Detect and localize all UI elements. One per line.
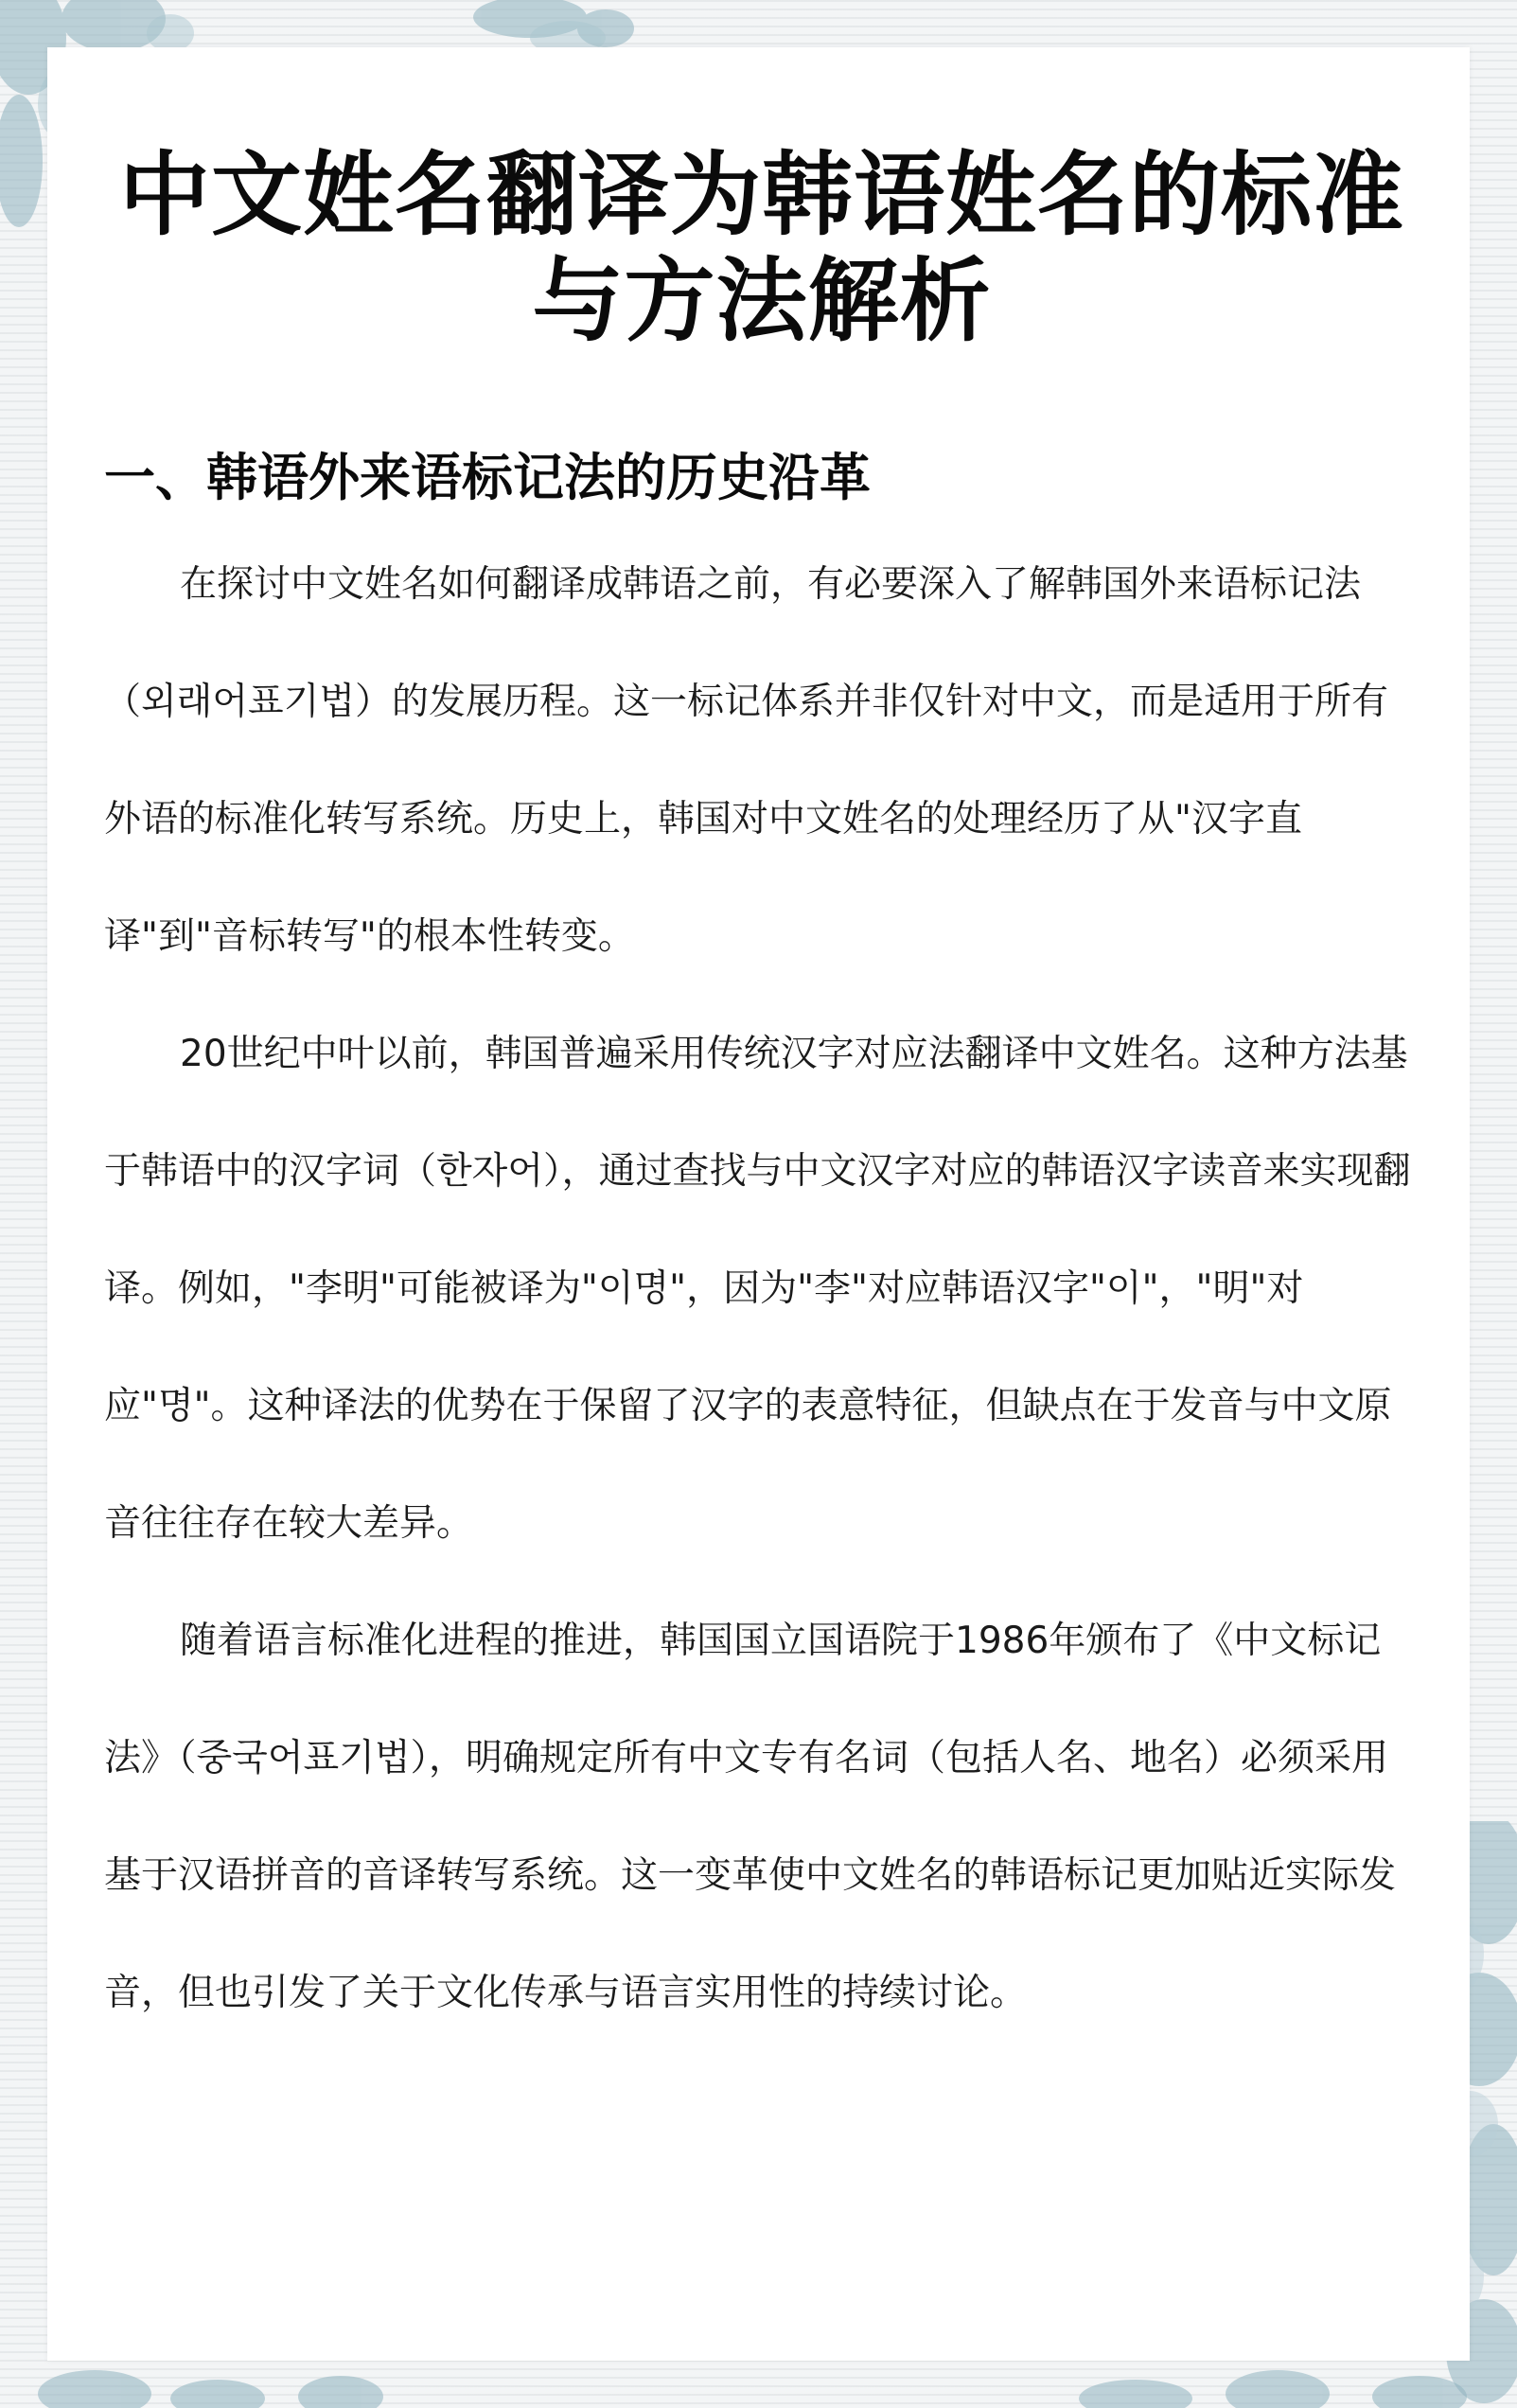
- document-content: [104, 142, 1420, 2052]
- document-title: 中文姓名翻译为韩语姓名的标准与方法解析: [119, 142, 1404, 354]
- paragraph-2: 20世纪中叶以前，韩国普遍采用传统汉字对应法翻译中文姓名。这种方法基于韩语中的汉字词（한자어），通过查找与中文汉字对应的韩语汉字读音来实现翻译。例如，"李明"可能被译为"이명"，因为"李"对应韩语汉字"이"，"明"对应"명"。这种译法的优势在于保留了汉字的表意特征，但缺点在于发音与中文原音往往存在较大差异。: [104, 1033, 1411, 1545]
- paragraph-3: 随着语言标准化进程的推进，韩国国立国语院于1986年颁布了《中文标记法》（중국어표기법），明确规定所有中文专有名词（包括人名、地名）必须采用基于汉语拼音的音译转写系统。这一变革使中文姓名的韩语标记更加贴近实际发音，但也引发了关于文化传承与语言实用性的持续讨论。: [104, 1620, 1397, 2014]
- document-page: [47, 47, 1470, 2361]
- paragraph-1: 在探讨中文姓名如何翻译成韩语之前，有必要深入了解韩国外来语标记法（외래어표기법）的发展历程。这一标记体系并非仅针对中文，而是适用于所有外语的标准化转写系统。历史上，韩国对中文姓名的处理经历了从"汉字直译"到"音标转写"的根本性转变。: [104, 563, 1389, 958]
- section-heading: 一、韩语外来语标记法的历史沿革: [104, 448, 871, 507]
